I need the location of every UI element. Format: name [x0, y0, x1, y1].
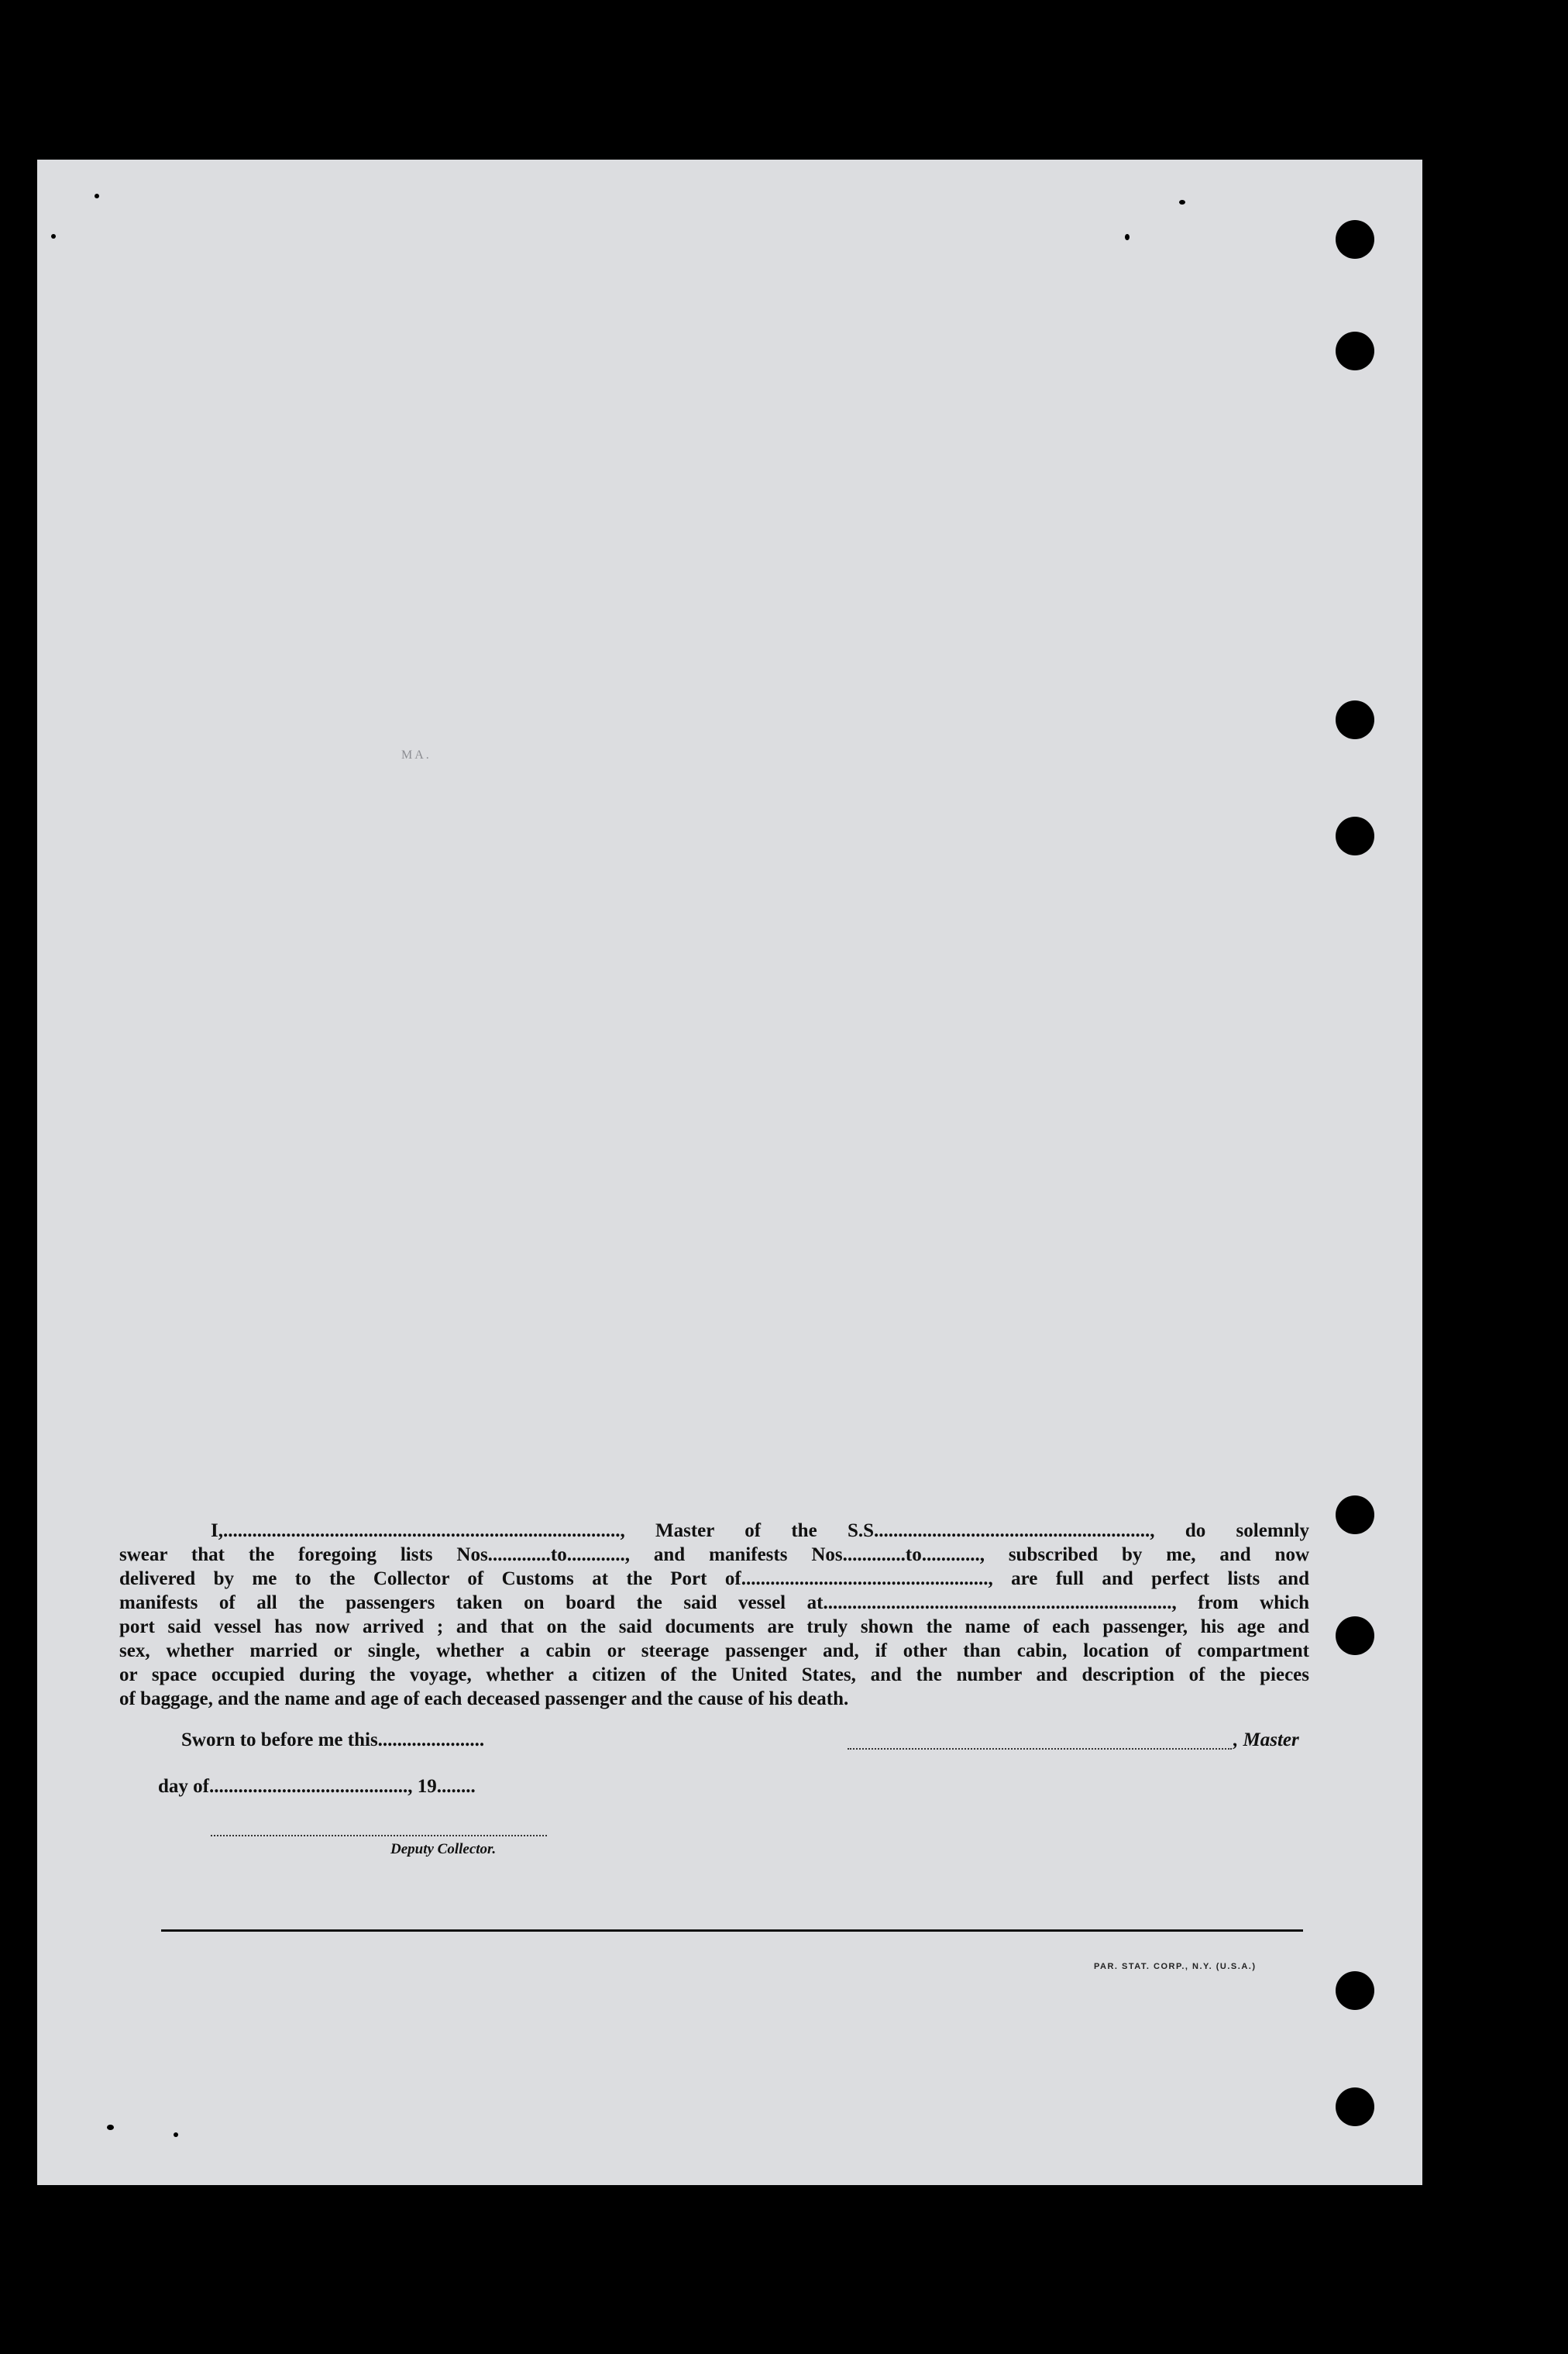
punch-hole: [1336, 817, 1374, 855]
sworn-label: Sworn to before me this......................: [181, 1729, 485, 1750]
speck: [1125, 234, 1130, 240]
speck: [51, 234, 56, 239]
document-page: [37, 160, 1422, 2185]
oath-line: I,.................................................................................., Master of the S.S........................................................., do solemnly: [211, 1520, 1309, 1541]
punch-hole: [1336, 700, 1374, 739]
oath-line: sex, whether married or single, whether a cabin or steerage passenger and, if other than cabin, location of compartment: [119, 1640, 1309, 1661]
day-of-field: day of........................................., 19........: [158, 1776, 476, 1797]
speck: [95, 194, 99, 198]
punch-hole: [1336, 1971, 1374, 2010]
punch-hole: [1336, 1495, 1374, 1534]
deputy-signature-line: [211, 1835, 547, 1836]
punch-hole: [1336, 2087, 1374, 2126]
speck: [174, 2132, 178, 2137]
horizontal-rule: [161, 1929, 1303, 1932]
oath-line: or space occupied during the voyage, whether a citizen of the United States, and the number and description of the pieces: [119, 1664, 1309, 1685]
printer-imprint: PAR. STAT. CORP., N.Y. (U.S.A.): [1094, 1962, 1257, 1971]
punch-hole: [1336, 1616, 1374, 1655]
faint-mark: MA.: [401, 749, 432, 762]
speck: [1179, 200, 1185, 205]
oath-line: manifests of all the passengers taken on board the said vessel at........................................................................, from which: [119, 1592, 1309, 1613]
punch-hole: [1336, 220, 1374, 259]
oath-line: port said vessel has now arrived ; and that on the said documents are truly shown the name of each passenger, his age and: [119, 1616, 1309, 1637]
master-label: , Master: [1233, 1729, 1299, 1750]
master-signature-line: [848, 1748, 1232, 1750]
oath-line: of baggage, and the name and age of each deceased passenger and the cause of his death.: [119, 1688, 849, 1709]
oath-line: delivered by me to the Collector of Customs at the Port of..................................................., are full and perfect lists and: [119, 1568, 1309, 1589]
speck: [107, 2125, 114, 2130]
deputy-collector-label: Deputy Collector.: [390, 1841, 497, 1857]
punch-hole: [1336, 332, 1374, 370]
oath-paragraph: [119, 1519, 1309, 1711]
oath-line: swear that the foregoing lists Nos.............to............, and manifests Nos.............to............, subscribed by me, and now: [119, 1544, 1309, 1565]
